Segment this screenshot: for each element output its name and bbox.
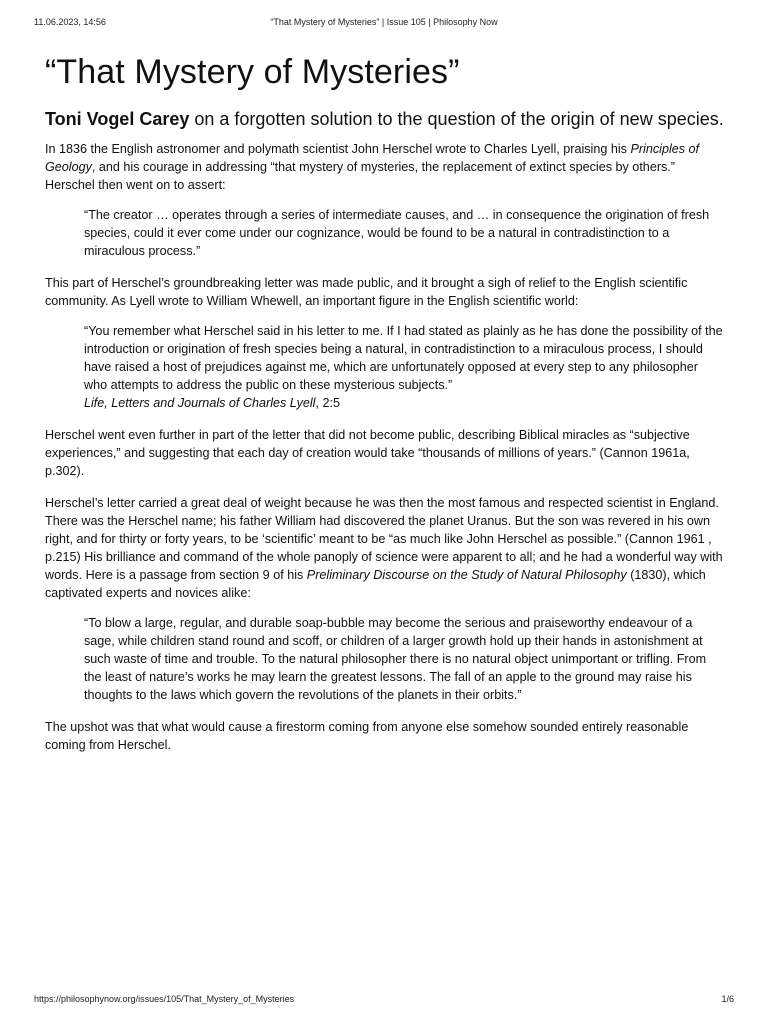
paragraph-5: The upshot was that what would cause a firestorm coming from anyone else somehow sounded entirely reasonable coming from Herschel. <box>45 720 689 752</box>
print-page-title: “That Mystery of Mysteries” | Issue 105 | Philosophy Now <box>270 17 498 27</box>
paragraph-3: Herschel went even further in part of the letter that did not become public, describing Biblical miracles as “subjective experiences,” and suggesting that each day of creation would take “thousands of millions of years.” (Cannon 1961a, p.302). <box>45 428 690 478</box>
print-datetime: 11.06.2023, 14:56 <box>34 17 106 27</box>
article-title: “That Mystery of Mysteries” <box>45 53 460 91</box>
quote-1-text: “The creator … operates through a series of intermediate causes, and … in consequence the origination of fresh species, could it ever come under our cognizance, would be found to be a natural in contradistinction to a miraculous process.” <box>84 208 710 258</box>
paragraph-4: Herschel’s letter carried a great deal of weight because he was then the most famous and respected scientist in England. There was the Herschel name; his father William had discovered the planet Uranus. But the son was revered in his own right, and for thirty or forty years, to be ‘scientific’ meant to be “as much like John Herschel as possible.” (Cannon 1961 , p.215) His brilliance and command of the whole panoply of science were apparent to all; and he had a wonderful way with words. Here is a passage from section 9 of his Preliminary Discourse on the Study of Natural Philosophy (1830), which captivated experts and novices alike: <box>45 496 723 600</box>
quote-2-text: “You remember what Herschel said in his letter to me. If I had stated as plainly as he has done the possibility of the introduction or origination of fresh species being a natural, in contradistinction to a miraculous process, I should have raised a host of prejudices against me, which are unfortunately opposed at every step to any philosopher who attempts to address the public on these mysterious subjects.” <box>84 324 723 392</box>
print-header <box>34 17 734 31</box>
author-name: Toni Vogel Carey <box>45 109 190 129</box>
article <box>45 52 728 754</box>
print-footer <box>34 994 734 1008</box>
blockquote-1 <box>84 206 724 260</box>
quote-3-text: “To blow a large, regular, and durable soap-bubble may become the serious and praiseworthy endeavour of a sage, while children stand round and scoff, or children of a larger growth hold up their hands in astonishment at such waste of time and trouble. To the natural philosopher there is no natural object unimportant or trifling. From the least of nature’s works he may learn the greatest lessons. The fall of an apple to the ground may raise his thoughts to the laws which govern the revolutions of the planets in their orbits.” <box>84 616 707 702</box>
quote-2-source <box>84 394 724 412</box>
book-title-principles: Principles of Geology <box>45 142 700 174</box>
standfirst <box>45 108 728 130</box>
source-ref: , 2:5 <box>315 396 340 410</box>
page-number: 1/6 <box>721 994 734 1004</box>
blockquote-3 <box>84 614 724 704</box>
book-title-preliminary-discourse: Preliminary Discourse on the Study of Natural Philosophy <box>306 568 627 582</box>
page-url: https://philosophynow.org/issues/105/That_Mystery_of_Mysteries <box>34 994 295 1004</box>
standfirst-text: on a forgotten solution to the question of the origin of new species. <box>189 109 724 129</box>
paragraph-1: In 1836 the English astronomer and polymath scientist John Herschel wrote to Charles Lyell, praising his Principles of Geology, and his courage in addressing “that mystery of mysteries, the replacement of extinct species by others.” Herschel then went on to assert: <box>45 142 700 192</box>
blockquote-2 <box>84 322 724 412</box>
paragraph-2: This part of Herschel’s groundbreaking letter was made public, and it brought a sigh of relief to the English scientific community. As Lyell wrote to William Whewell, an important figure in the English scientific world: <box>45 276 688 308</box>
source-work: Life, Letters and Journals of Charles Lyell <box>84 396 316 410</box>
